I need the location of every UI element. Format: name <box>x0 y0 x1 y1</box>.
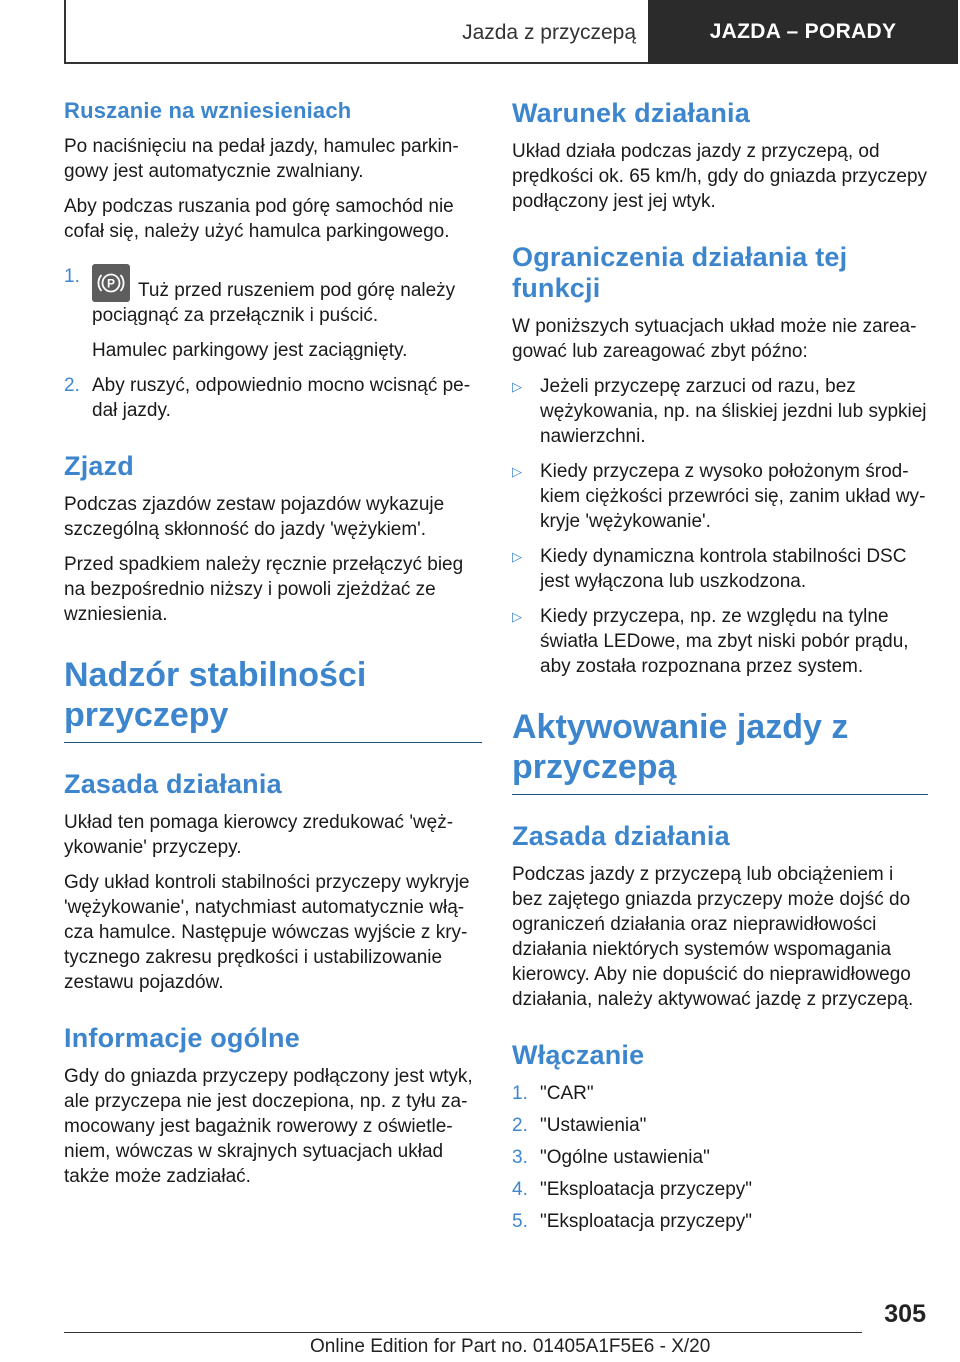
bullet-triangle-icon: ▷ <box>512 464 522 479</box>
menu-steps <box>512 1081 928 1234</box>
menu-step <box>512 1113 928 1138</box>
step-text: "Eksploatacja przyczepy" <box>540 1179 753 1200</box>
paragraph-ruszanie-1: Po naciśnięciu na pedał jazdy, hamulec parkingowy jest automatycznie zwalniany. <box>64 136 459 182</box>
bullet-item <box>512 374 928 449</box>
heading-zjazd: Zjazd <box>64 451 135 481</box>
paragraph-warunek: Układ działa podczas jazdy z przyczepą, od prędkości ok. 65 km/h, gdy do gniazda przyczepy podłączony jest jej wtyk. <box>512 141 928 212</box>
menu-step <box>512 1209 928 1234</box>
paragraph-zasada-2: Gdy układ kontroli stabilności przyczepy wykryje 'wężykowanie', natychmiast automatycznie włącza hamulce. Następuje wówczas wyjście z krytycznego zakresu prędkości i ustabilizowanie zestawu pojazdów. <box>64 872 470 993</box>
header-chapter-tab: JAZDA – PORADY <box>648 0 958 64</box>
paragraph-ruszanie-2: Aby podczas ruszania pod górę samochód nie cofał się, należy użyć hamulca parkingowego. <box>64 196 454 242</box>
step-number: 4. <box>512 1179 528 1200</box>
step-number: 3. <box>512 1147 528 1168</box>
bullet-text: Kiedy dynamiczna kontrola stabilności DSC jest wyłączona lub uszkodzona. <box>540 546 907 592</box>
bullet-triangle-icon: ▷ <box>512 549 522 564</box>
bullet-text: Kiedy przyczepa z wysoko położonym środkiem ciężkości przewróci się, zanim układ wykryje 'wężykowanie'. <box>540 461 926 532</box>
paragraph-zasada-2-body: Podczas jazdy z przyczepą lub obciążeniem i bez zajętego gniazda przyczepy może dojść do ograniczeń działania oraz nieprawidłowości działania niektórych systemów wspomagania kierowcy. Aby nie dopuścić do nieprawidłowego działania, należy aktywować jazdę z przyczepą. <box>512 864 914 1010</box>
step-text: Aby ruszyć, odpowiednio mocno wcisnąć pedał jazdy. <box>92 375 471 421</box>
heading-wlaczanie: Włączanie <box>512 1040 645 1070</box>
step-1-note: Hamulec parkingowy jest zaciągnięty. <box>92 340 408 361</box>
paragraph-informacje: Gdy do gniazda przyczepy podłączony jest wtyk, ale przyczepa nie jest doczepiona, np. z tyłu zamocowany jest bagażnik rowerowy z oświetleniem, wówczas w skrajnych sytuacjach układ także może zadziałać. <box>64 1066 473 1187</box>
heading-warunek: Warunek działania <box>512 98 750 128</box>
step-number: 2. <box>512 1115 528 1136</box>
bullet-item <box>512 604 928 679</box>
step-number: 1. <box>64 266 80 287</box>
step-number: 5. <box>512 1211 528 1232</box>
heading-ruszanie: Ruszanie na wzniesieniach <box>64 98 352 123</box>
step-text: "Ustawienia" <box>540 1115 647 1136</box>
step-text: "Ogólne ustawienia" <box>540 1147 710 1168</box>
parking-brake-icon <box>92 264 130 302</box>
page-number: 305 <box>884 1300 926 1328</box>
bullet-triangle-icon: ▷ <box>512 379 522 394</box>
paragraph-zjazd-1: Podczas zjazdów zestaw pojazdów wykazuje szczególną skłonność do jazdy 'wężykiem'. <box>64 494 445 540</box>
heading-aktywowanie: Aktywowanie jazdy z przyczepą <box>512 707 928 795</box>
bullet-text: Jeżeli przyczepę zarzuci od razu, bez wężykowania, np. na śliskiej jezdni lub sypkiej nawierzchni. <box>540 376 927 447</box>
svg-text:P: P <box>106 276 116 291</box>
bullet-item <box>512 459 928 534</box>
left-column <box>64 98 482 1199</box>
header-section-title: Jazda z przyczepą <box>462 21 636 44</box>
paragraph-zasada-1: Układ ten pomaga kierowcy zredukować 'wężykowanie' przyczepy. <box>64 812 454 858</box>
step-text: "Eksploatacja przyczepy" <box>540 1211 753 1232</box>
step-1 <box>64 264 482 328</box>
menu-step <box>512 1081 928 1106</box>
heading-zasada: Zasada działania <box>64 769 282 799</box>
menu-step <box>512 1145 928 1170</box>
bullet-triangle-icon: ▷ <box>512 609 522 624</box>
menu-step <box>512 1177 928 1202</box>
heading-informacje: Informacje ogólne <box>64 1023 300 1053</box>
step-text: "CAR" <box>540 1083 594 1104</box>
right-column <box>512 98 928 1241</box>
bullet-text: Kiedy przyczepa, np. ze względu na tylne światła LEDowe, ma zbyt niski pobór prądu, aby została rozpoznana przez system. <box>540 606 909 677</box>
step-number: 1. <box>512 1083 528 1104</box>
heading-nadzor: Nadzór stabilności przyczepy <box>64 655 482 743</box>
paragraph-ograniczenia: W poniższych sytuacjach układ może nie zareagować lub zareagować zbyt późno: <box>512 316 917 362</box>
step-number: 2. <box>64 375 80 396</box>
bullet-item <box>512 544 928 594</box>
footer-edition: Online Edition for Part no. 01405A1F5E6 - X/20 <box>310 1336 711 1357</box>
heading-ograniczenia: Ograniczenia działania tej funkcji <box>512 242 848 303</box>
step-text: Tuż przed ruszeniem pod górę należy pociągnąć za przełącznik i puścić. <box>92 280 456 326</box>
footer-divider <box>64 1332 862 1333</box>
step-2 <box>64 373 482 423</box>
heading-zasada-2: Zasada działania <box>512 821 730 851</box>
paragraph-zjazd-2: Przed spadkiem należy ręcznie przełączyć bieg na bezpośrednio niższy i powoli zjeżdżać ze wzniesienia. <box>64 554 464 625</box>
